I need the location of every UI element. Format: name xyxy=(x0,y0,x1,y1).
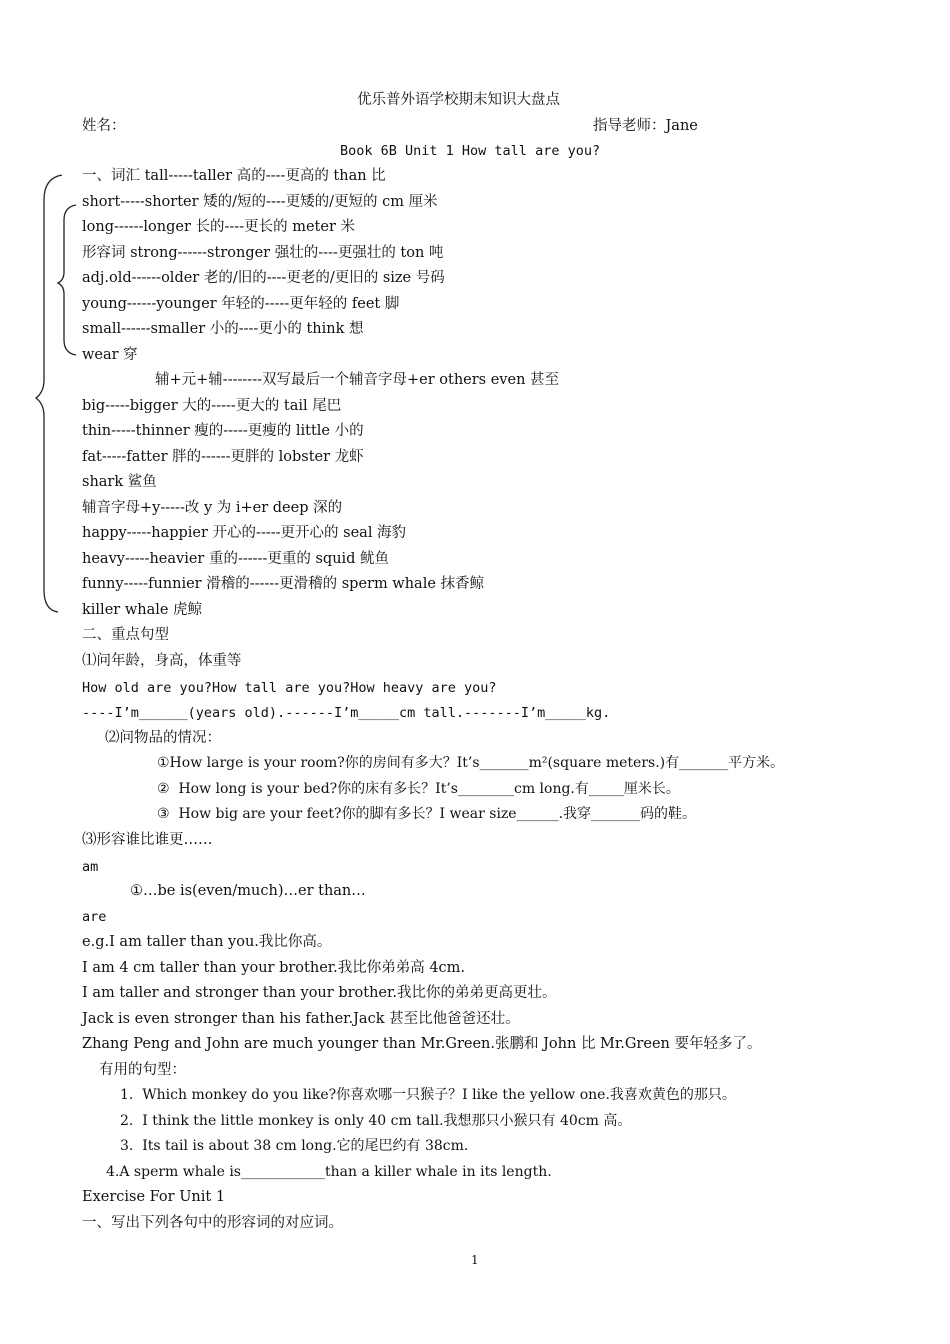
vocab-rule: 辅音字母+y-----改 y 为 i+er deep 深的 xyxy=(82,500,343,516)
question-2-item: ①How large is your room?你的房间有多大？It’s_______m²(square meters.)有_______平方米。 xyxy=(157,755,785,771)
exercise-title: Exercise For Unit 1 xyxy=(82,1189,226,1205)
formula-are: are xyxy=(82,909,107,925)
question-2-title: ⑵问物品的情况： xyxy=(105,730,221,746)
question-1-line: How old are you?How tall are you?How heavy are you? xyxy=(82,680,497,696)
vocab-line: funny-----funnier 滑稽的------更滑稽的 sperm whale 抹香鲸 xyxy=(82,576,485,592)
example-sentence: I am taller and stronger than your brother.我比你的弟弟更高更壮。 xyxy=(82,985,557,1001)
vocab-line: fat-----fatter 胖的------更胖的 lobster 龙虾 xyxy=(82,449,364,465)
teacher-label: 指导老师：Jane xyxy=(593,118,698,134)
page-number: 1 xyxy=(471,1253,479,1267)
vocab-line: wear 穿 xyxy=(82,347,138,363)
example-sentence: e.g.I am taller than you.我比你高。 xyxy=(82,934,332,950)
useful-sentence-item: 3. Its tail is about 38 cm long.它的尾巴约有 38cm. xyxy=(120,1138,469,1154)
question-2-item: ③ How big are your feet?你的脚有多长？I wear size______.我穿_______码的鞋。 xyxy=(157,806,697,822)
question-1-answer-line: ----I’m______(years old).------I’m_____cm tall.-------I’m_____kg. xyxy=(82,705,611,721)
example-sentence: Jack is even stronger than his father.Jack 甚至比他爸爸还壮。 xyxy=(82,1011,520,1027)
school-title: 优乐普外语学校期末知识大盘点 xyxy=(357,92,560,108)
vocab-rule: 辅+元+辅--------双写最后一个辅音字母+er others even 甚至 xyxy=(155,372,560,388)
vocab-line: small------smaller 小的----更小的 think 想 xyxy=(82,321,364,337)
vocab-line: long------longer 长的----更长的 meter 米 xyxy=(82,219,355,235)
question-3-title: ⑶形容谁比谁更…… xyxy=(82,832,213,848)
comparison-formula: ①…be is(even/much)…er than… xyxy=(130,883,366,899)
unit-title: Book 6B Unit 1 How tall are you? xyxy=(340,143,601,159)
formula-am: am xyxy=(82,859,99,875)
example-sentence: Zhang Peng and John are much younger than Mr.Green.张鹏和 John 比 Mr.Green 要年轻多了。 xyxy=(82,1036,762,1052)
question-2-item: ② How long is your bed?你的床有多长？It’s________cm long.有_____厘米长。 xyxy=(157,781,680,797)
sentences-heading: 二、重点句型 xyxy=(82,627,169,643)
vocab-line: 一、词汇 tall-----taller 高的----更高的 than 比 xyxy=(82,168,386,184)
name-label: 姓名： xyxy=(82,118,126,134)
useful-sentences-title: 有用的句型： xyxy=(99,1062,186,1078)
useful-sentence-item: 1. Which monkey do you like?你喜欢哪一只猴子？I like the yellow one.我喜欢黄色的那只。 xyxy=(120,1087,736,1103)
vocab-line: big-----bigger 大的-----更大的 tail 尾巴 xyxy=(82,398,342,414)
useful-sentence-item: 4.A sperm whale is____________than a killer whale in its length. xyxy=(106,1164,552,1180)
question-1-title: ⑴问年龄，身高，体重等 xyxy=(82,653,242,669)
vocab-line: short-----shorter 矮的/短的----更矮的/更短的 cm 厘米 xyxy=(82,194,438,210)
vocab-line: 形容词 strong------stronger 强壮的----更强壮的 ton 吨 xyxy=(82,245,444,261)
vocab-line: shark 鲨鱼 xyxy=(82,474,157,490)
vocab-line: happy-----happier 开心的-----更开心的 seal 海豹 xyxy=(82,525,407,541)
vocab-line: adj.old------older 老的/旧的----更老的/更旧的 size 号码 xyxy=(82,270,445,286)
useful-sentence-item: 2. I think the little monkey is only 40 cm tall.我想那只小猴只有 40cm 高。 xyxy=(120,1113,632,1129)
vocabulary-brace-icon xyxy=(0,0,90,620)
example-sentence: I am 4 cm taller than your brother.我比你弟弟高 4cm. xyxy=(82,960,466,976)
exercise-task: 一、写出下列各句中的形容词的对应词。 xyxy=(82,1215,343,1231)
vocab-line: thin-----thinner 瘦的-----更瘦的 little 小的 xyxy=(82,423,364,439)
vocab-line: heavy-----heavier 重的------更重的 squid 鱿鱼 xyxy=(82,551,390,567)
vocab-line: young------younger 年轻的-----更年轻的 feet 脚 xyxy=(82,296,400,312)
vocab-line: killer whale 虎鲸 xyxy=(82,602,203,618)
